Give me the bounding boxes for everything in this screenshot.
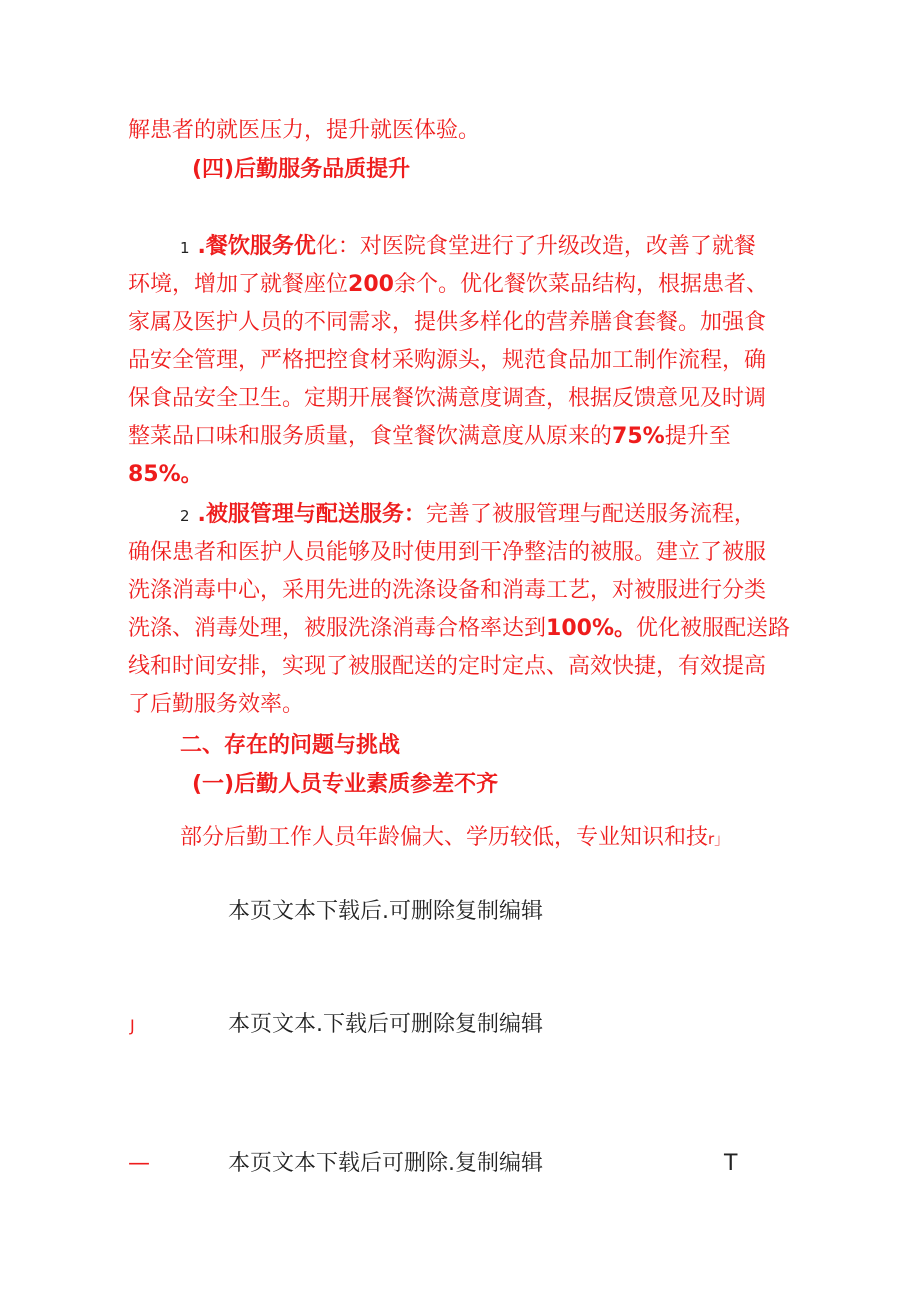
stray-mark-t: T <box>724 1151 738 1176</box>
watermark-line: 本页文本.下载后可删除复制编辑 <box>228 1012 543 1037</box>
watermark-line: 本页文本下载后可删除.复制编辑 <box>228 1151 543 1176</box>
stray-mark-j: J <box>130 1016 135 1035</box>
item1-text: 提升至 <box>664 424 731 449</box>
body-text: 部分后勤工作人员年龄偏大、学历较低，专业知识和技 <box>180 825 709 850</box>
item1-seat-count: 200 <box>348 272 394 297</box>
paragraph-tail: 解患者的就医压力，提升就医体验。 <box>128 118 481 143</box>
watermark-line: 本页文本下载后.可删除复制编辑 <box>228 899 543 924</box>
item1-line: 保食品安全卫生。定期开展餐饮满意度调查，根据反馈意见及时调 <box>128 386 767 411</box>
body-line <box>180 819 729 858</box>
item2-line <box>180 496 756 535</box>
item1-text: 余个。优化餐饮菜品结构，根据患者、 <box>393 272 768 297</box>
item1-title-tail: 化 <box>315 234 338 259</box>
item1-line <box>128 266 768 304</box>
item2-text: 完善了被服管理与配送服务流程， <box>425 502 756 527</box>
item2-line <box>128 610 790 648</box>
item1-number: 1 <box>180 239 190 257</box>
stray-mark-dash: — <box>128 1151 150 1176</box>
item1-line: 家属及医护人员的不同需求，提供多样化的营养膳食套餐。加强食 <box>128 310 767 335</box>
item1-old-rate: 75% <box>612 424 665 449</box>
item1-line <box>180 228 756 267</box>
section-heading-4: (四)后勤服务品质提升 <box>192 157 411 182</box>
item2-text: 洗涤、消毒处理，被服洗涤消毒合格率达到 <box>128 616 547 641</box>
item1-line <box>128 418 731 456</box>
item2-number: 2 <box>180 507 190 525</box>
item1-new-rate: 85%。 <box>128 462 203 487</box>
item2-text: 优化被服配送路 <box>635 616 790 641</box>
line-break-mark: r」 <box>708 830 730 848</box>
item1-text: ：对医院食堂进行了升级改造，改善了就餐 <box>337 234 756 259</box>
item1-title: .餐饮服务优 <box>197 234 316 259</box>
section-heading-2: 二、存在的问题与挑战 <box>180 733 401 758</box>
item2-line: 线和时间安排，实现了被服配送的定时定点、高效快捷，有效提高 <box>128 654 767 679</box>
item1-line: 品安全管理，严格把控食材采购源头，规范食品加工制作流程，确 <box>128 348 767 373</box>
subsection-heading-1: (一)后勤人员专业素质参差不齐 <box>192 772 499 797</box>
item1-text: 环境，增加了就餐座位 <box>128 272 349 297</box>
item2-line: 洗涤消毒中心，采用先进的洗涤设备和消毒工艺，对被服进行分类 <box>128 578 767 603</box>
item2-title: .被服管理与配送服务： <box>197 502 426 527</box>
item2-pass-rate: 100%。 <box>546 616 636 641</box>
item2-line: 确保患者和医护人员能够及时使用到干净整洁的被服。建立了被服 <box>128 540 767 565</box>
item1-text: 整菜品口味和服务质量，食堂餐饮满意度从原来的 <box>128 424 613 449</box>
text-line <box>128 112 480 150</box>
item2-line: 了后勤服务效率。 <box>128 692 305 717</box>
